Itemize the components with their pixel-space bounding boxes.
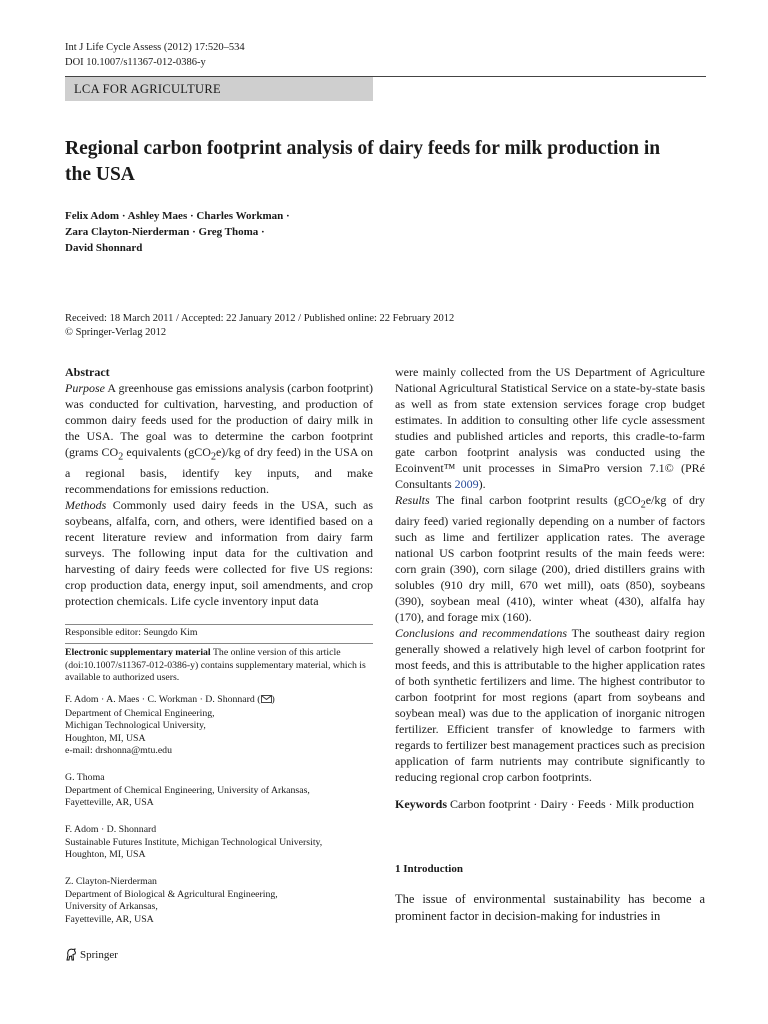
esm-label: Electronic supplementary material [65,647,211,658]
publisher-logo [65,948,118,961]
abstract-right-column [395,364,705,785]
section-tag: LCA FOR AGRICULTURE [65,77,373,101]
article-title: Regional carbon footprint analysis of dairy feeds for milk production in the USA [65,138,661,185]
subscript: 2 [210,451,216,463]
subscript: 2 [640,499,646,511]
springer-horse-icon [65,948,77,961]
footnote-rule [65,643,373,644]
abstract-purpose: Purpose A greenhouse gas emissions analysis (carbon footprint) was conducted for cultivation, harvesting, and production of common dairy feeds used for the production of dairy milk in the USA. The goal was to determine the carbon footprint (grams $CO_2$ equivalents (gCO$_2$e)/kg of dry feed) in the USA on a regional basis, identify key inputs, and make recommendations for emissions reduction. [65,381,373,497]
abstract-conclusions: Conclusions and recommendations The southeast dairy region generally showed a relatively high level of carbon footprint for most feeds, and this is attributable to the higher application rates of both synthetic fertilizers and lime. The highest contributor to carbon footprint for most regions (apart from soybeans and soybean meal) was due to the application of inorganic nitrogen fertilizer. Efficient transfer of knowledge to farmers with regards to fertilizer best management practices such as precision application of farm nutrients may contribute significantly to reducing regional crop carbon footprints. [395,626,705,785]
subscript: 2 [118,451,124,463]
affiliation-2: G. Thoma Department of Chemical Engineering, University of Arkansas, Fayetteville, AR, USA [65,772,310,808]
abstract-results: Results The final carbon footprint results (gCO$_2$e/kg of dry dairy feed) varied regionally depending on a number of factors such as lime and fertilizer application rates. The average national US carbon footprint results of the main feeds were: corn grain (390), corn silage (200), dried distillers grains with solubles (910 dry mill, 670 wet mill), oats (850), soybeans (390), soybean meal (410), winter wheat (430), alfalfa hay (170), and forage mix (160). [395,493,705,625]
abstract-methods: Methods Commonly used dairy feeds in the USA, such as soybeans, alfalfa, corn, and others, were identified based on a recent literature review and information from dairy farm surveys. The following input data for the cultivation and harvesting of dairy feeds were collected for five US regions: crop production data, energy input, soil amendments, and crop protection chemicals. Life cycle inventory input data [65,498,373,609]
introduction-heading: 1 Introduction [395,863,463,875]
publication-history [65,312,705,340]
authors-line: David Shonnard [65,242,143,254]
citation-link[interactable]: 2009 [454,477,479,491]
authors-line: Felix Adom · Ashley Maes · Charles Workman · [65,210,290,222]
copyright-line: © Springer-Verlag 2012 [65,327,167,338]
journal-reference: Int J Life Cycle Assess (2012) 17:520–534 [65,42,245,53]
abstract-left-column [65,364,373,609]
affiliation-3: F. Adom · D. Shonnard Sustainable Futures Institute, Michigan Technological University, Houghton, MI, USA [65,824,323,860]
results-label: Results [395,493,430,507]
received-dates: Received: 18 March 2011 / Accepted: 22 January 2012 / Published online: 22 February 2012 [65,313,455,324]
doi-line: DOI 10.1007/s11367-012-0386-y [65,57,206,68]
email-link[interactable]: e-mail: drshonna@mtu.edu [65,745,172,756]
purpose-label: Purpose [65,381,105,395]
keywords: Keywords Carbon footprint · Dairy · Feeds · Milk production [395,797,694,811]
esm-note: Electronic supplementary material The online version of this article (doi:10.1007/s11367-012-0386-y) contains supplementary material, which is available to authorized users. [65,647,366,683]
authors-line: Zara Clayton-Nierderman · Greg Thoma · [65,226,265,238]
keywords-label: Keywords [395,797,447,811]
affiliation-4: Z. Clayton-Nierderman Department of Biological & Agricultural Engineering, University of Arkansas, Fayetteville, AR, USA [65,876,278,925]
footnote-rule [65,624,373,625]
methods-label: Methods [65,498,107,513]
publisher-name: Springer [80,948,118,961]
journal-citation [65,40,245,70]
abstract-methods-continued: were mainly collected from the US Department of Agriculture National Agricultural Statistical Service on a state-by-state basis as well as from state extension services forage crop budget estimates. In addition to consulting other life cycle assessment studies and published articles and reports, this cradle-to-farm gate carbon footprint analysis was conducted using the Ecoinvent™ unit processes in SimaPro version 7.1© (PRé Consultants 2009). [395,365,705,491]
introduction-text: The issue of environmental sustainability has become a prominent factor in decision-making for industries in [395,892,705,923]
abstract-heading: Abstract [65,365,110,379]
responsible-editor: Responsible editor: Seungdo Kim [65,627,198,638]
author-list [65,208,685,256]
conclusions-label: Conclusions and recommendations [395,626,567,641]
envelope-icon[interactable] [261,695,272,708]
affiliation-1: F. Adom · A. Maes · C. Workman · D. Shonnard ( ) Department of Chemical Engineering, Michigan Technological University, Houghton, MI, USA e-mail: drshonna@mtu.edu [65,694,373,758]
